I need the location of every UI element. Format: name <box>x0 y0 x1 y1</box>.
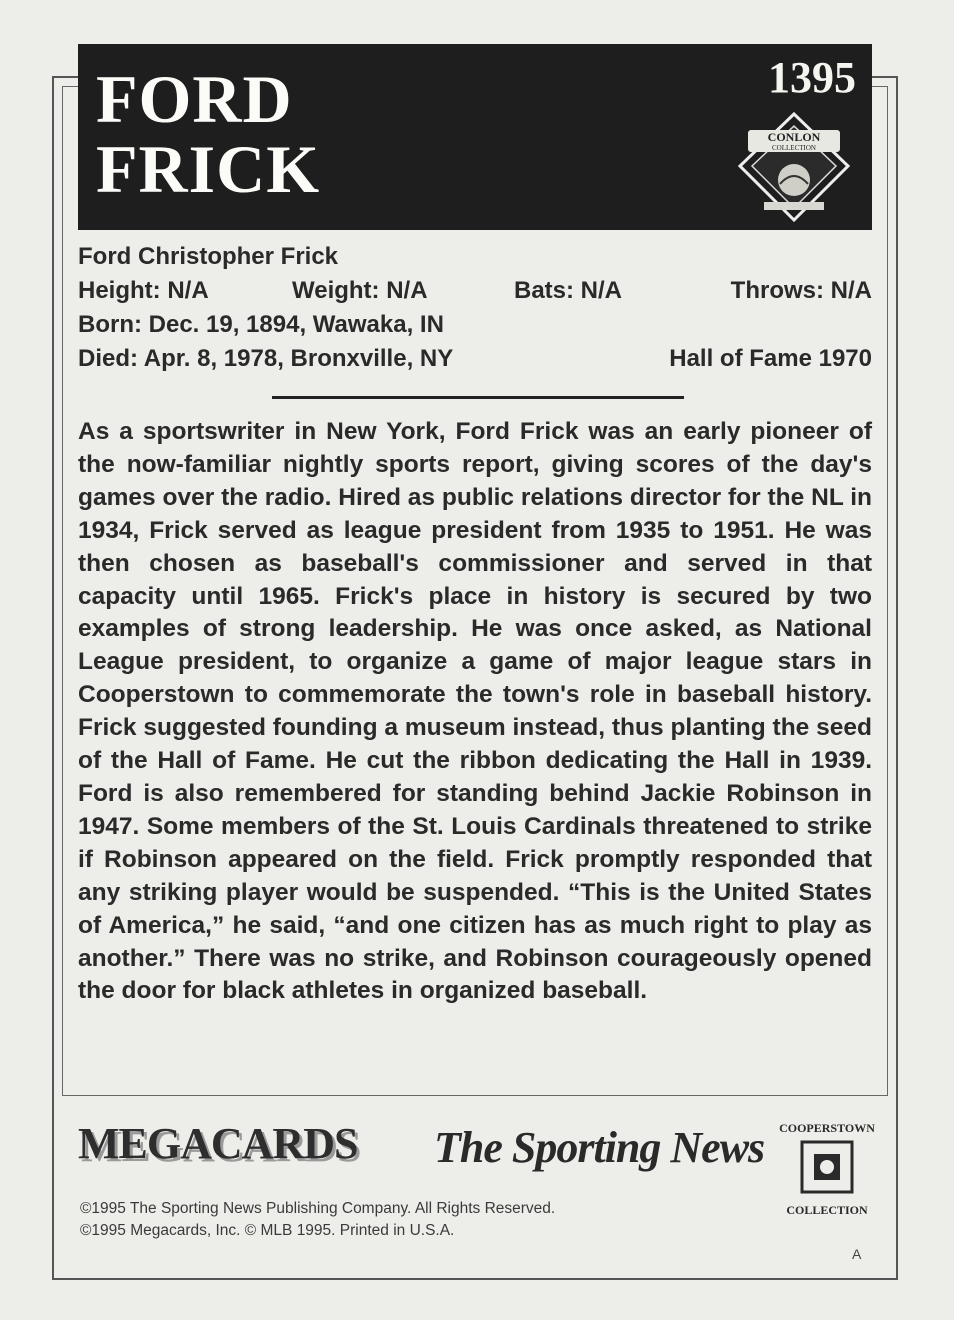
weight: Weight: N/A <box>292 277 428 304</box>
logo-title: CONLON <box>767 130 821 144</box>
biography-text: As a sportswriter in New York, Ford Frick was an early pioneer of the now-familiar nightly sports report, giving scores of the day's games over the radio. Hired as public relations director for the NL in 1934, Frick served as league president from 1935 to 1951. He was then chosen as baseball's commissioner and served in that capacity until 1965. Frick's place in history is secured by two examples of strong leadership. He was once asked, as National League president, to organize a game of major league stars in Cooperstown to commemorate the town's role in baseball history. Frick suggested founding a museum instead, thus planting the seed of the Hall of Fame. He cut the ribbon dedicating the Hall in 1939. Ford is also remembered for standing behind Jackie Robinson in 1947. Some members of the St. Louis Cardinals threatened to strike if Robinson appeared on the field. Frick promptly responded that any striking player would be suspended. “This is the United States of America,” he said, “and one citizen has as much right to play as another.” There was no strike, and Robinson courageously opened the door for black athletes in organized baseball. <box>78 418 872 1005</box>
name-banner <box>78 44 872 230</box>
player-name-line2: FRICK <box>96 131 321 207</box>
cooperstown-logo-top: COOPERSTOWN <box>779 1121 875 1135</box>
conlon-collection-logo <box>734 108 854 224</box>
player-name <box>96 61 321 207</box>
height: Height: N/A <box>78 277 209 304</box>
player-name-line1: FORD <box>96 61 293 137</box>
variant-mark: A <box>852 1246 862 1262</box>
hall-of-fame: Hall of Fame 1970 <box>669 345 872 372</box>
bats: Bats: N/A <box>514 277 623 304</box>
copyright-line-2: ©1995 Megacards, Inc. © MLB 1995. Printed in U.S.A. <box>80 1222 455 1239</box>
section-divider <box>272 396 684 399</box>
born: Born: Dec. 19, 1894, Wawaka, IN <box>78 311 444 338</box>
logo-subtitle: COLLECTION <box>772 144 816 152</box>
died: Died: Apr. 8, 1978, Bronxville, NY <box>78 345 454 372</box>
throws: Throws: N/A <box>730 277 872 304</box>
copyright-line-1: ©1995 The Sporting News Publishing Company. All Rights Reserved. <box>80 1200 556 1217</box>
full-name: Ford Christopher Frick <box>78 243 339 270</box>
card-number: 1395 <box>768 53 856 102</box>
megacards-logo: MEGACARDS <box>78 1119 358 1168</box>
cooperstown-logo-bottom: COLLECTION <box>786 1203 868 1217</box>
sporting-news-logo: The Sporting News <box>434 1123 765 1172</box>
copyright-notice <box>80 1198 555 1242</box>
cooperstown-collection-logo <box>778 1110 876 1226</box>
player-vitals <box>78 240 872 376</box>
